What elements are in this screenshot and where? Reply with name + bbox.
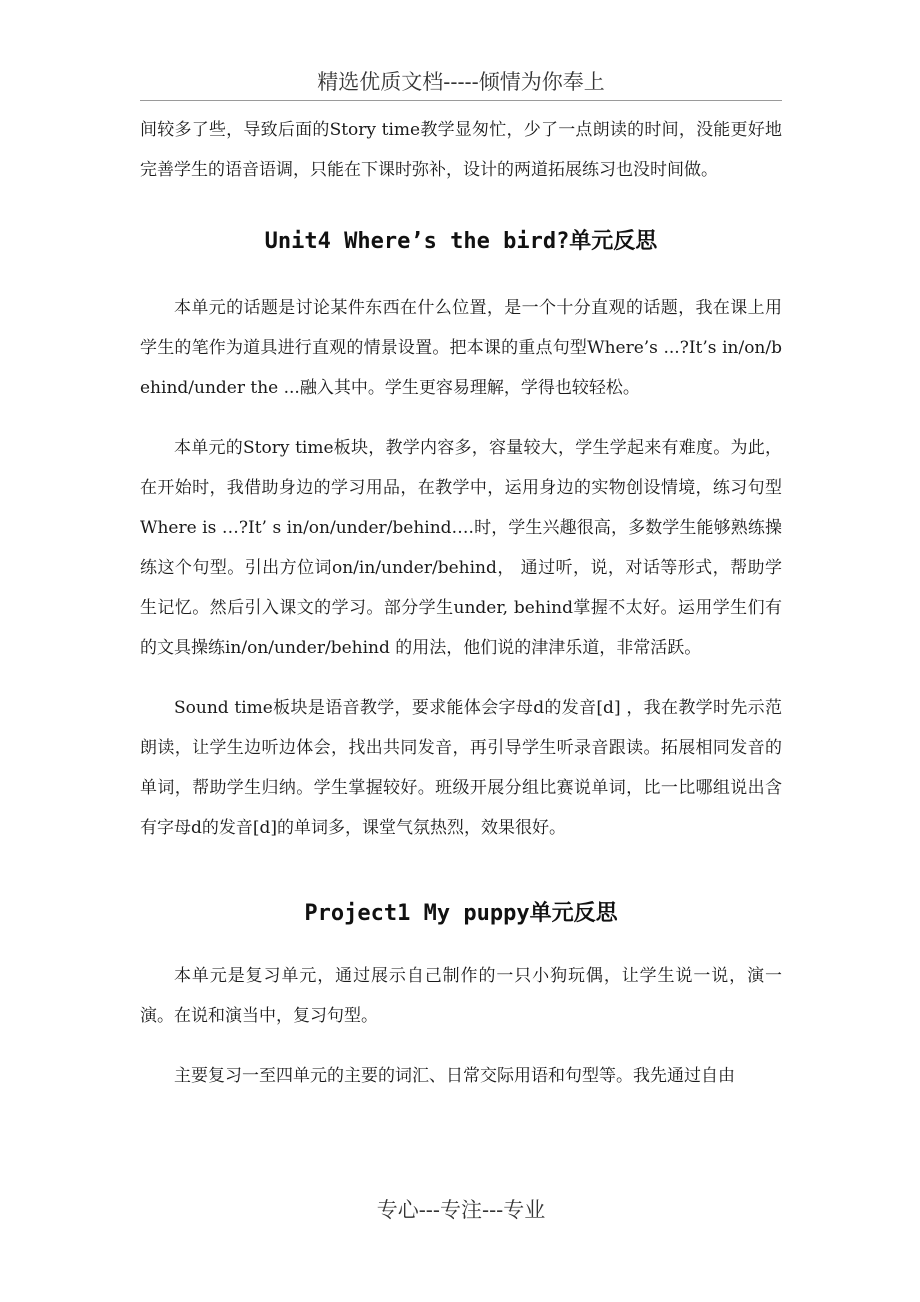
unit4-paragraph-sound-time: Sound time板块是语音教学，要求能体会字母d的发音[d] ，我在教学时先示范朗读，让学生边听边体会，找出共同发音，再引导学生听录音跟读。拓展相同发音的单词，帮助学生归纳。学生掌握较好。班级开展分组比赛说单词，比一比哪组说出含有字母d的发音[d]的单词多，课堂气氛热烈，效果很好。 [140, 698, 782, 838]
project1-paragraph-review: 主要复习一至四单元的主要的词汇、日常交际用语和句型等。我先通过自由 [174, 1066, 735, 1086]
unit4-heading: Unit4 Where’s the bird?单元反思 [264, 229, 658, 254]
unit4-paragraph-story-time: 本单元的Story time板块，教学内容多，容量较大，学生学起来有难度。为此，在开始时，我借助身边的学习用品，在教学中，运用身边的实物创设情境，练习句型Where is …?It’ s in/on/under/behind….时，学生兴趣很高，多数学生能够熟练操练这个句型。引出方位词on/in/under/behind， 通过听，说，对话等形式，帮助学生记忆。然后引入课文的学习。部分学生under, behind掌握不太好。运用学生们有的文具操练in/on/under/behind 的用法，他们说的津津乐道，非常活跃。 [140, 438, 782, 658]
page-header: 精选优质文档-----倾情为你奉上 [140, 64, 782, 101]
section-spacer [140, 848, 782, 894]
project1-paragraph-intro: 本单元是复习单元，通过展示自己制作的一只小狗玩偶，让学生说一说，演一演。在说和演当中，复习句型。 [140, 966, 782, 1026]
project1-heading: Project1 My puppy单元反思 [304, 901, 618, 926]
document-body [140, 110, 782, 1096]
page-footer: 专心---专注---专业 [376, 1198, 546, 1222]
paragraph-continuation: 间较多了些，导致后面的Story time教学显匆忙，少了一点朗读的时间，没能更好地完善学生的语音语调，只能在下课时弥补，设计的两道拓展练习也没时间做。 [140, 120, 782, 180]
unit4-paragraph-topic: 本单元的话题是讨论某件东西在什么位置，是一个十分直观的话题，我在课上用学生的笔作为道具进行直观的情景设置。把本课的重点句型Where’s ...?It’s in/on/behind/under the ...融入其中。学生更容易理解，学得也较轻松。 [140, 298, 782, 398]
